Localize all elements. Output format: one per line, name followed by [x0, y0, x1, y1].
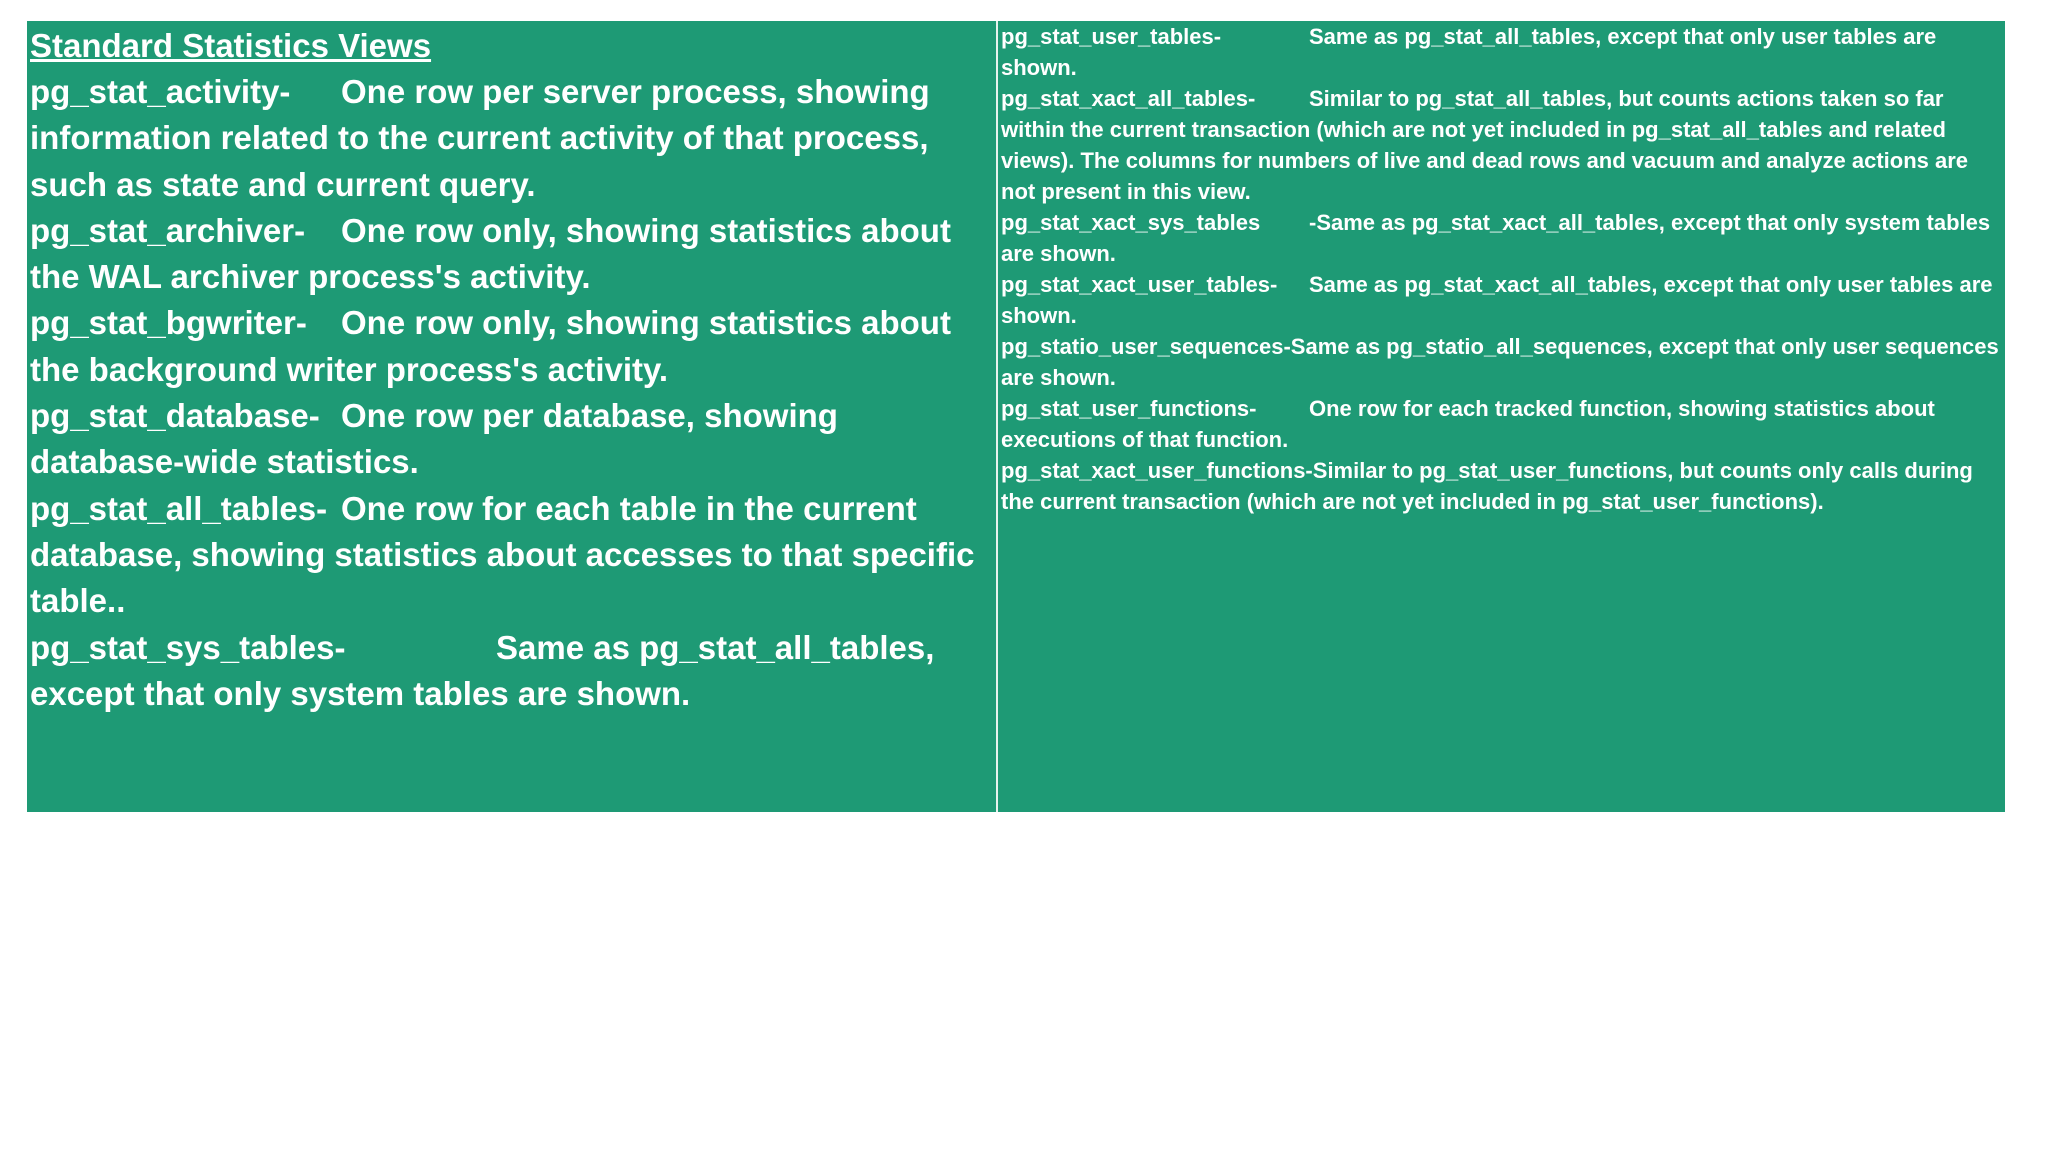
- entry-term: pg_stat_bgwriter-: [30, 304, 307, 342]
- section-title: Standard Statistics Views: [30, 27, 432, 64]
- entry-pg-stat-activity: [30, 69, 994, 208]
- entry-description: Same as pg_stat_all_tables, except that only system tables are shown.: [30, 628, 935, 712]
- entry-term: pg_stat_sys_tables-: [30, 628, 346, 666]
- entry-description: One row per database, showing database-wide statistics.: [30, 397, 838, 481]
- entry-description: One row only, showing statistics about the WAL archiver process's activity.: [30, 211, 951, 296]
- entry-pg-statio-user-sequences: [1001, 331, 2005, 393]
- entry-term: pg_stat_database-: [30, 397, 320, 435]
- entry-description: Same as pg_stat_all_tables, except that only user tables are shown.: [1001, 24, 1937, 80]
- entry-term: pg_stat_xact_user_functions-: [1001, 458, 1313, 483]
- entry-term: pg_stat_xact_sys_tables: [1001, 210, 1261, 235]
- entry-pg-stat-database: [30, 393, 994, 486]
- entry-term: pg_stat_user_tables-: [1001, 24, 1222, 49]
- right-panel: [998, 21, 2005, 812]
- entry-description: One row for each table in the current database, showing statistics about accesses to that specific table..: [30, 489, 975, 620]
- entry-description: Similar to pg_stat_user_functions, but counts only calls during the current transaction (which are not yet included in pg_stat_user_functions).: [1001, 458, 1973, 514]
- entry-description: Similar to pg_stat_all_tables, but counts actions taken so far within the current transaction (which are not yet included in pg_stat_all_tables and related views). The columns for numbers of live and dead rows and vacuum and analyze actions are not present in this view.: [1001, 86, 1969, 204]
- entry-description: One row only, showing statistics about the background writer process's activity.: [30, 304, 951, 388]
- entry-pg-stat-all-tables: [30, 486, 994, 625]
- entry-pg-stat-xact-sys-tables: [1001, 207, 2005, 269]
- entry-pg-stat-xact-user-tables: [1001, 269, 2005, 331]
- entry-term: pg_stat_xact_all_tables-: [1001, 86, 1256, 111]
- entry-term: pg_stat_activity-: [30, 73, 291, 110]
- entry-term: pg_stat_archiver-: [30, 211, 306, 249]
- entry-pg-stat-archiver: [30, 208, 994, 301]
- entry-pg-stat-sys-tables: [30, 625, 994, 718]
- entry-pg-stat-user-functions: [1001, 393, 2005, 455]
- entry-term: pg_stat_xact_user_tables-: [1001, 272, 1278, 297]
- entry-pg-stat-user-tables: [1001, 21, 2005, 83]
- entry-description: One row for each tracked function, showing statistics about executions of that function.: [1001, 396, 1935, 452]
- entry-term: pg_stat_all_tables-: [30, 489, 328, 527]
- entry-term: pg_stat_user_functions-: [1001, 396, 1257, 421]
- entry-description: One row per server process, showing information related to the current activity of that process, such as state and current query.: [30, 73, 930, 203]
- entry-pg-stat-xact-all-tables: [1001, 83, 2005, 207]
- entry-description: Same as pg_statio_all_sequences, except that only user sequences are shown.: [1001, 334, 1999, 390]
- entry-term: pg_statio_user_sequences-: [1001, 334, 1291, 359]
- entry-pg-stat-bgwriter: [30, 300, 994, 393]
- entry-description: -Same as pg_stat_xact_all_tables, except that only system tables are shown.: [1001, 210, 1991, 266]
- left-panel: [27, 21, 996, 812]
- entry-description: Same as pg_stat_xact_all_tables, except that only user tables are shown.: [1001, 272, 1993, 328]
- entry-pg-stat-xact-user-functions: [1001, 455, 2005, 517]
